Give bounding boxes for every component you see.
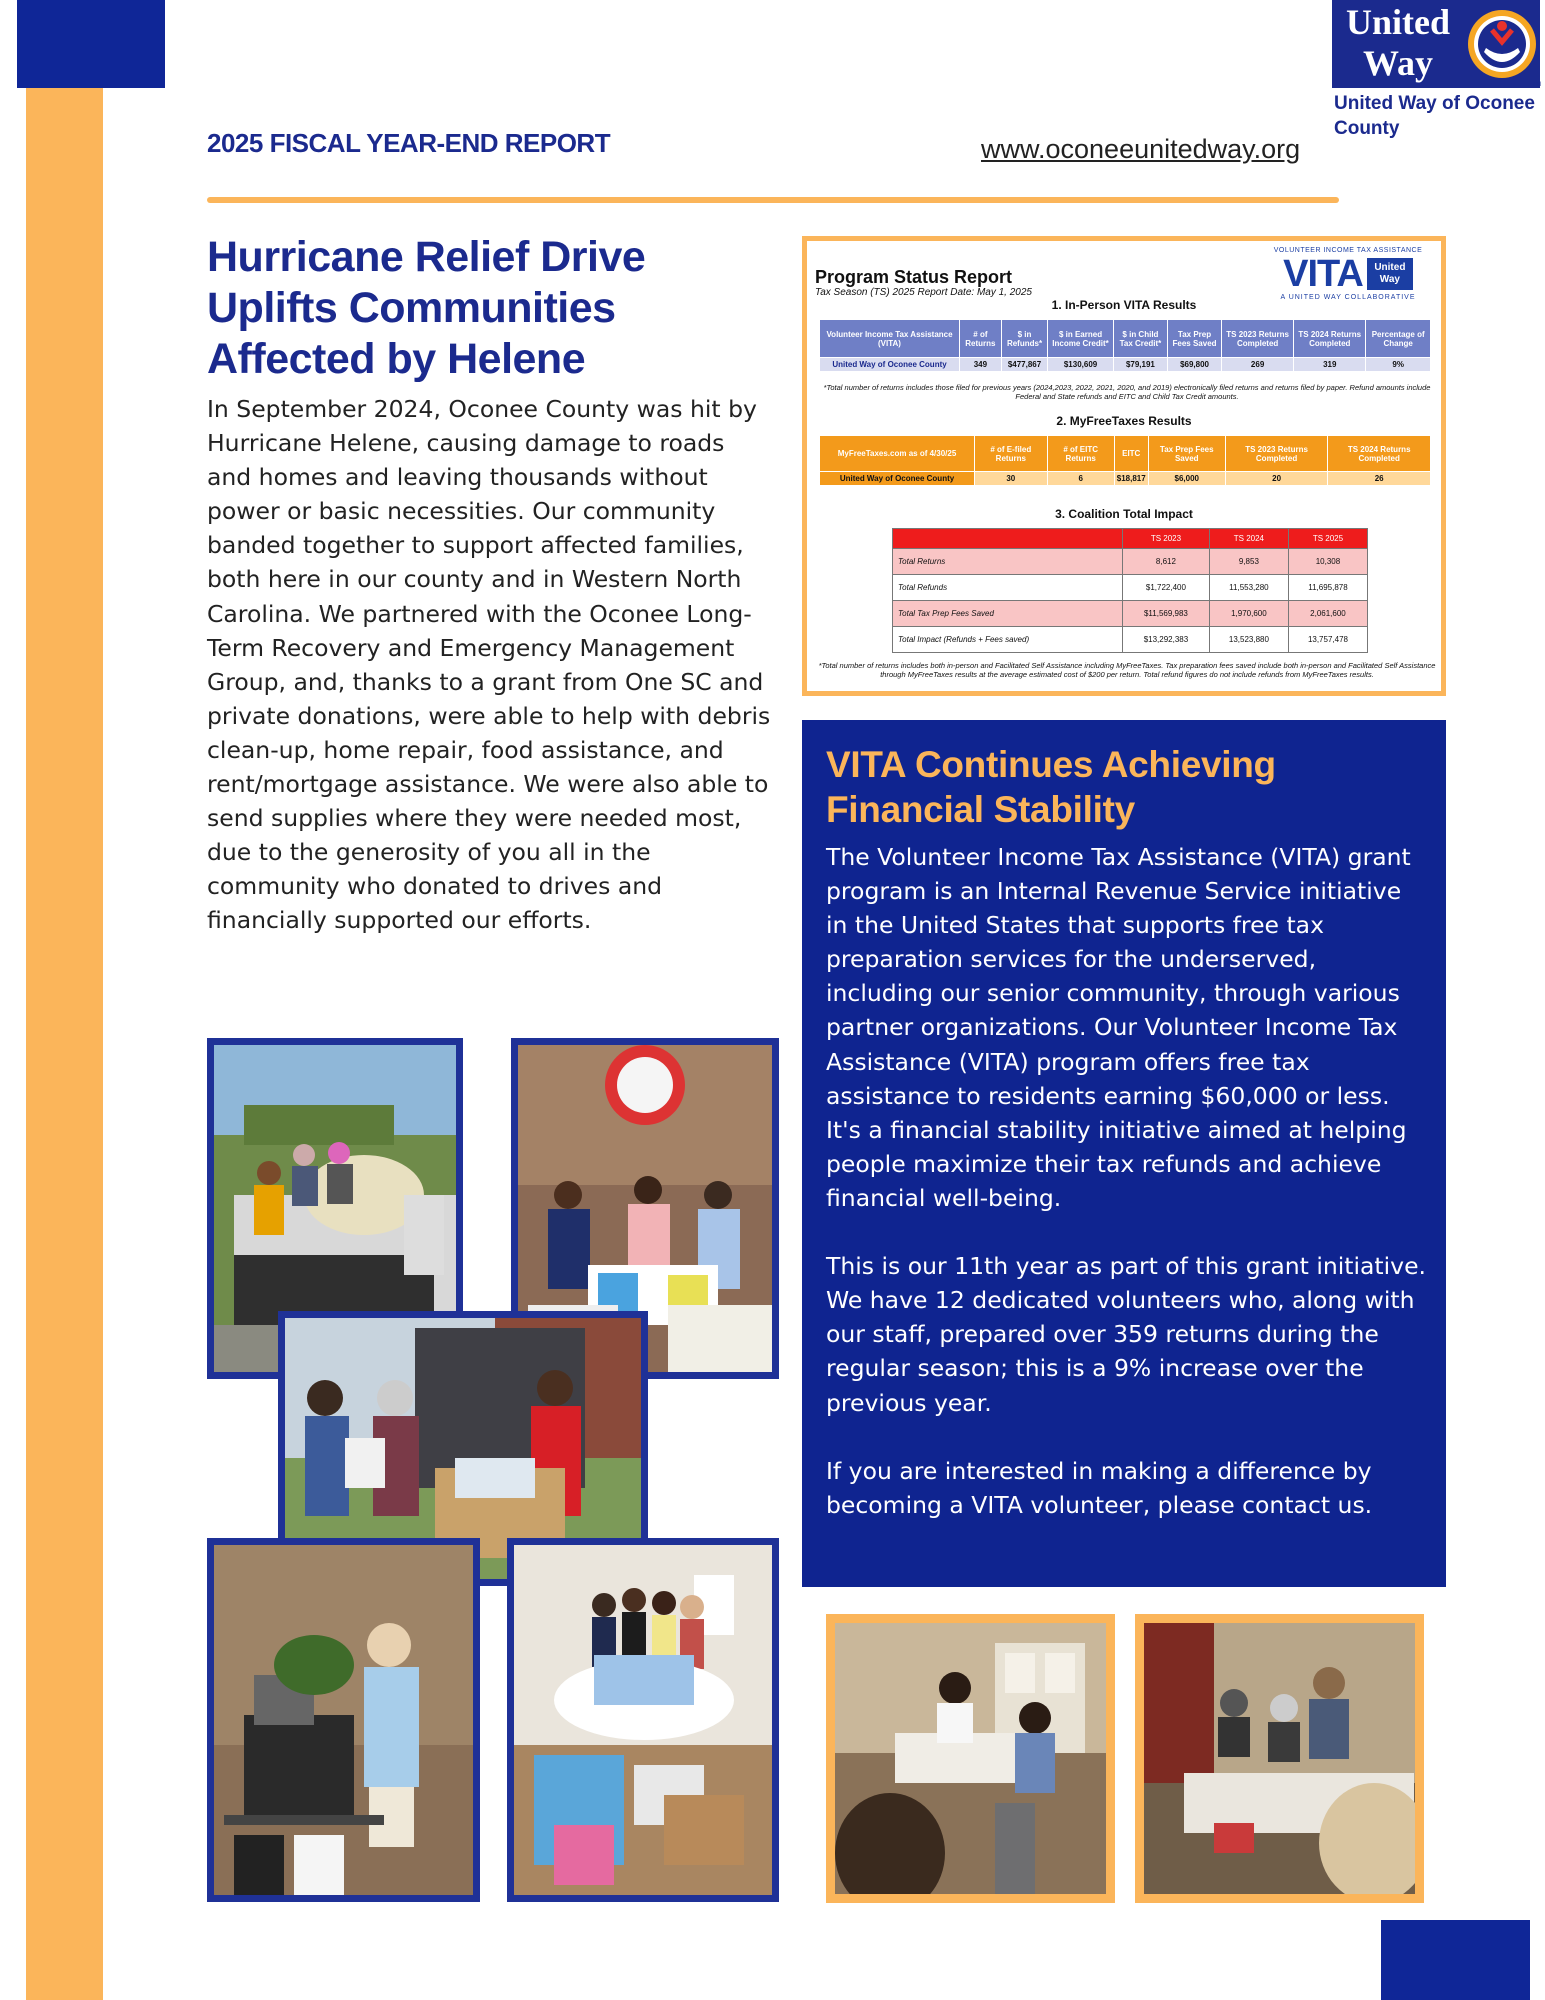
t1-header: $ in Earned Income Credit*	[1048, 320, 1114, 358]
t2-cell: 20	[1225, 472, 1328, 486]
t3-row-label: Total Returns	[893, 549, 1123, 575]
t3-cell: 13,523,880	[1209, 627, 1288, 653]
t2-header: # of EITC Returns	[1047, 436, 1114, 472]
t3-cell: $11,569,983	[1123, 601, 1210, 627]
hurricane-body: In September 2024, Oconee County was hit by Hurricane Helene, causing damage to roads and homes and leaving thousands without power or basic necessities. Our community banded together to support affected families, both here in our county and in Western North Carolina. We partnered with the Oconee Long-Term Recovery and Emergency Management Group, and, thanks to a grant from One SC and private donations, were able to help with debris clean-up, home repair, food assistance, and rent/mortgage assistance. We were also able to send supplies where they were needed most, due to the generosity of you all in the community who donated to drives and financially supported our efforts.	[207, 395, 771, 935]
t3-row-label: Total Tax Prep Fees Saved	[893, 601, 1123, 627]
t1-header: $ in Child Tax Credit*	[1113, 320, 1167, 358]
photo-group-supplies	[507, 1538, 779, 1902]
t2-cell: 30	[975, 472, 1048, 486]
note-3: *Total number of returns includes both in-person and Facilitated Self Assistance including MyFreeTaxes. Tax preparation fees saved include both in-person and Facilitated Self Assistance through MyFreeTaxes results at the average estimated cost of $200 per return. Total refund figures do not include refunds from MyFreeTaxes results.	[818, 661, 1436, 679]
header-divider	[207, 197, 1339, 203]
section1-title: 1. In-Person VITA Results	[1051, 298, 1197, 312]
myfreetaxes-table	[819, 435, 1431, 486]
logo-word-way: Way	[1362, 43, 1434, 83]
website-link[interactable]: www.oconeeunitedway.org	[981, 134, 1301, 164]
t1-header: TS 2024 Returns Completed	[1294, 320, 1366, 358]
t2-cell: $6,000	[1148, 472, 1225, 486]
photo-vita-session-1	[826, 1614, 1115, 1903]
t2-cell: 6	[1047, 472, 1114, 486]
t1-cell: United Way of Oconee County	[820, 358, 960, 372]
section2-title: 2. MyFreeTaxes Results	[1056, 414, 1192, 428]
psr-title: Program Status Report	[815, 267, 1013, 287]
corner-block-top	[17, 0, 165, 88]
t1-header: Volunteer Income Tax Assistance (VITA)	[820, 320, 960, 358]
t1-cell: $69,800	[1168, 358, 1222, 372]
vita-heading: VITA Continues Achieving Financial Stability	[826, 744, 1276, 830]
t1-cell: $79,191	[1113, 358, 1167, 372]
t3-cell: 13,757,478	[1288, 627, 1367, 653]
t2-cell: $18,817	[1114, 472, 1148, 486]
vita-results-table	[819, 319, 1431, 372]
vita-article	[802, 720, 1446, 1587]
t2-header: EITC	[1114, 436, 1148, 472]
t3-row-label: Total Refunds	[893, 575, 1123, 601]
vita-paragraph: If you are interested in making a difference by becoming a VITA volunteer, please contact us.	[826, 1456, 1373, 1519]
vita-caption: VOLUNTEER INCOME TAX ASSISTANCE	[1273, 247, 1423, 254]
united-way-logo	[1332, 0, 1545, 95]
vita-paragraph: This is our 11th year as part of this grant initiative. We have 12 dedicated volunteers who, along with our staff, prepared over 359 returns during the regular season; this is a 9% increase over the previous year.	[826, 1252, 1426, 1417]
t3-cell: 2,061,600	[1288, 601, 1367, 627]
vita-logo	[1263, 247, 1433, 301]
t3-header: TS 2023	[1123, 529, 1210, 549]
t2-header: Tax Prep Fees Saved	[1148, 436, 1225, 472]
t1-header: $ in Refunds*	[1001, 320, 1047, 358]
t3-cell: 11,695,878	[1288, 575, 1367, 601]
t1-header: # of Returns	[960, 320, 1002, 358]
photo-woman-donations	[207, 1538, 480, 1902]
t3-row-label: Total Impact (Refunds + Fees saved)	[893, 627, 1123, 653]
t3-cell: 8,612	[1123, 549, 1210, 575]
t1-cell: 349	[960, 358, 1002, 372]
t2-header: TS 2023 Returns Completed	[1225, 436, 1328, 472]
program-status-report	[802, 236, 1446, 696]
t2-header: MyFreeTaxes.com as of 4/30/25	[820, 436, 975, 472]
t1-cell: 9%	[1366, 358, 1431, 372]
vita-body	[826, 840, 1426, 1556]
photo-vita-session-2	[1135, 1614, 1424, 1903]
t1-header: Percentage of Change	[1366, 320, 1431, 358]
t2-header: # of E-filed Returns	[975, 436, 1048, 472]
logo-trademark: TM	[1532, 81, 1541, 88]
report-title: 2025 FISCAL YEAR-END REPORT	[207, 128, 611, 158]
side-accent-bar	[26, 88, 103, 2000]
t1-cell: 269	[1222, 358, 1294, 372]
hurricane-headline: Hurricane Relief Drive Uplifts Communities Affected by Helene	[207, 233, 646, 383]
vita-collaborative: A UNITED WAY COLLABORATIVE	[1280, 294, 1416, 301]
section3-title: 3. Coalition Total Impact	[1055, 507, 1193, 521]
t1-cell: $130,609	[1048, 358, 1114, 372]
vita-word: VITA	[1283, 253, 1363, 295]
corner-block-bottom	[1381, 1920, 1530, 2000]
vita-paragraph: The Volunteer Income Tax Assistance (VITA) grant program is an Internal Revenue Service initiative in the United States that supports free tax preparation services for the underserved, including our senior community, through various partner organizations. Our Volunteer Income Tax Assistance (VITA) program offers free tax assistance to residents earning $60,000 or less. It's a financial stability initiative aimed at helping people maximize their tax refunds and achieve financial well-being.	[826, 843, 1411, 1212]
t1-cell: 319	[1294, 358, 1366, 372]
note-1: *Total number of returns includes those filed for previous years (2024,2023, 2022, 2021, 2020, and 2019) electronically filed returns and returns filed by paper. Refund amounts include Federal and State refunds and EITC and Child Tax Credit amounts.	[823, 383, 1431, 401]
t1-header: TS 2023 Returns Completed	[1222, 320, 1294, 358]
t2-cell: United Way of Oconee County	[820, 472, 975, 486]
t3-cell: $1,722,400	[1123, 575, 1210, 601]
coalition-impact-table	[892, 528, 1368, 653]
t3-header: TS 2024	[1209, 529, 1288, 549]
t3-cell: $13,292,383	[1123, 627, 1210, 653]
t3-cell: 1,970,600	[1209, 601, 1288, 627]
logo-word-united: United	[1345, 2, 1451, 42]
t1-cell: $477,867	[1001, 358, 1047, 372]
t3-cell: 11,553,280	[1209, 575, 1288, 601]
t3-cell: 9,853	[1209, 549, 1288, 575]
psr-subtitle: Tax Season (TS) 2025 Report Date: May 1, 2025	[815, 287, 1032, 298]
t2-cell: 26	[1328, 472, 1431, 486]
org-name: United Way of Oconee County	[1334, 93, 1535, 139]
t1-header: Tax Prep Fees Saved	[1168, 320, 1222, 358]
vita-united-way-badge: United Way	[1367, 258, 1413, 290]
t3-header: TS 2025	[1288, 529, 1367, 549]
t2-header: TS 2024 Returns Completed	[1328, 436, 1431, 472]
t3-cell: 10,308	[1288, 549, 1367, 575]
